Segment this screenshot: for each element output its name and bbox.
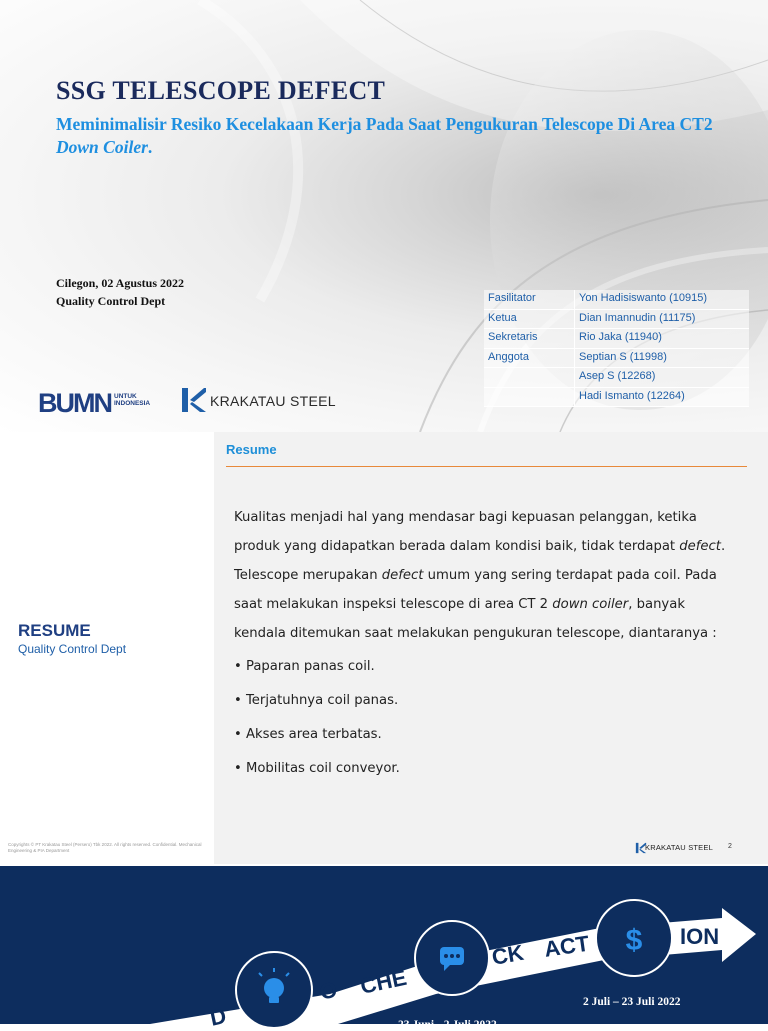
- footer-logo-text: KRAKATAU STEEL: [645, 843, 713, 852]
- slide-title: SSG TELESCOPE DEFECT: [56, 76, 386, 105]
- team-member: Hadi Ismanto (12264): [575, 387, 750, 407]
- copyright-notice: Copyrights © PT Krakatau Steel (Persero) Tbk 2022. All rights reserved. Confidential. Mechanical Engineering & PIA Department: [8, 842, 202, 853]
- ribbon-word-act: ACT: [542, 930, 591, 962]
- pdca-slide: [0, 866, 768, 1031]
- team-row: [484, 329, 749, 349]
- team-role: Sekretaris: [484, 329, 575, 349]
- paragraph-text: . Telescope merupakan: [234, 539, 726, 583]
- issue-list: [234, 652, 739, 788]
- ribbon-word-che: CHE: [358, 964, 409, 999]
- location-date: Cilegon, 02 Agustus 2022: [56, 276, 185, 290]
- paragraph-text: , banyak kendala ditemukan saat melakukan pengukuran telescope, diantaranya :: [234, 597, 717, 641]
- team-member: Septian S (11998): [575, 348, 750, 368]
- page-number: 2: [728, 843, 732, 850]
- team-table: [484, 290, 749, 407]
- location-date-block: [56, 274, 184, 310]
- resume-body: [234, 503, 739, 788]
- bumn-tagline-1: UNTUK: [114, 393, 137, 400]
- section-heading: Resume: [226, 442, 277, 457]
- team-row: [484, 309, 749, 329]
- ribbon-word-o: O: [317, 976, 340, 1005]
- list-item: • Paparan panas coil.: [234, 659, 375, 674]
- subtitle-main: Meminimalisir Resiko Kecelakaan Kerja Pada Saat Pengukuran Telescope Di Area CT2: [56, 114, 713, 134]
- list-item: • Akses area terbatas.: [234, 727, 382, 742]
- slide-subtitle: [56, 113, 716, 159]
- resume-paragraph: [234, 503, 739, 648]
- do-phase-date: 23 Juni - 2 Juli 2022: [398, 1019, 497, 1031]
- title-slide: [0, 0, 768, 432]
- left-panel-subtitle: Quality Control Dept: [18, 642, 127, 656]
- subtitle-italic: Down Coiler: [56, 137, 148, 157]
- bumn-tagline: [114, 393, 150, 407]
- team-member: Asep S (12268): [575, 368, 750, 388]
- ribbon-word-ck: CK: [489, 939, 526, 970]
- krakatau-steel-wordmark: KRAKATAU STEEL: [210, 393, 336, 409]
- paragraph-italic: defect: [381, 568, 424, 583]
- team-role: [484, 387, 575, 407]
- paragraph-italic: down coiler: [552, 597, 629, 612]
- paragraph-text: Kualitas menjadi hal yang mendasar bagi kepuasan pelanggan, ketika produk yang didapatkan berada dalam kondisi baik, tidak terdapat: [234, 510, 697, 554]
- list-item: • Mobilitas coil conveyor.: [234, 761, 400, 776]
- team-row: [484, 368, 749, 388]
- team-member: Dian Imannudin (11175): [575, 309, 750, 329]
- subtitle-end: .: [147, 137, 153, 157]
- dollar-icon: $: [625, 924, 643, 957]
- bumn-logo: BUMN: [38, 388, 111, 418]
- team-role: Ketua: [484, 309, 575, 329]
- list-item: • Terjatuhnya coil panas.: [234, 693, 399, 708]
- ribbon-word-d: D: [207, 1003, 229, 1031]
- bumn-tagline-2: INDONESIA: [114, 400, 151, 407]
- check-phase-date: 2 Juli – 23 Juli 2022: [583, 996, 681, 1008]
- left-panel: [0, 432, 214, 864]
- team-role: Fasilitator: [484, 290, 575, 309]
- heading-divider: [226, 466, 747, 467]
- krakatau-k-icon: [180, 386, 208, 414]
- ribbon-word-ion: ION: [680, 924, 720, 949]
- team-role: Anggota: [484, 348, 575, 368]
- team-member: Yon Hadisiswanto (10915): [575, 290, 750, 309]
- team-role: [484, 368, 575, 388]
- resume-slide: [0, 432, 768, 864]
- department-label: Quality Control Dept: [56, 294, 166, 308]
- team-row: [484, 348, 749, 368]
- team-row: [484, 290, 749, 309]
- footer-logo: [635, 841, 725, 855]
- paragraph-text: umum yang sering terdapat pada coil. Pada saat melakukan inspeksi telescope di area CT 2: [234, 568, 717, 612]
- krakatau-steel-logo: [180, 386, 380, 416]
- left-panel-title: RESUME: [18, 621, 91, 640]
- team-member: Rio Jaka (11940): [575, 329, 750, 349]
- paragraph-italic: defect: [679, 539, 721, 554]
- team-row: [484, 387, 749, 407]
